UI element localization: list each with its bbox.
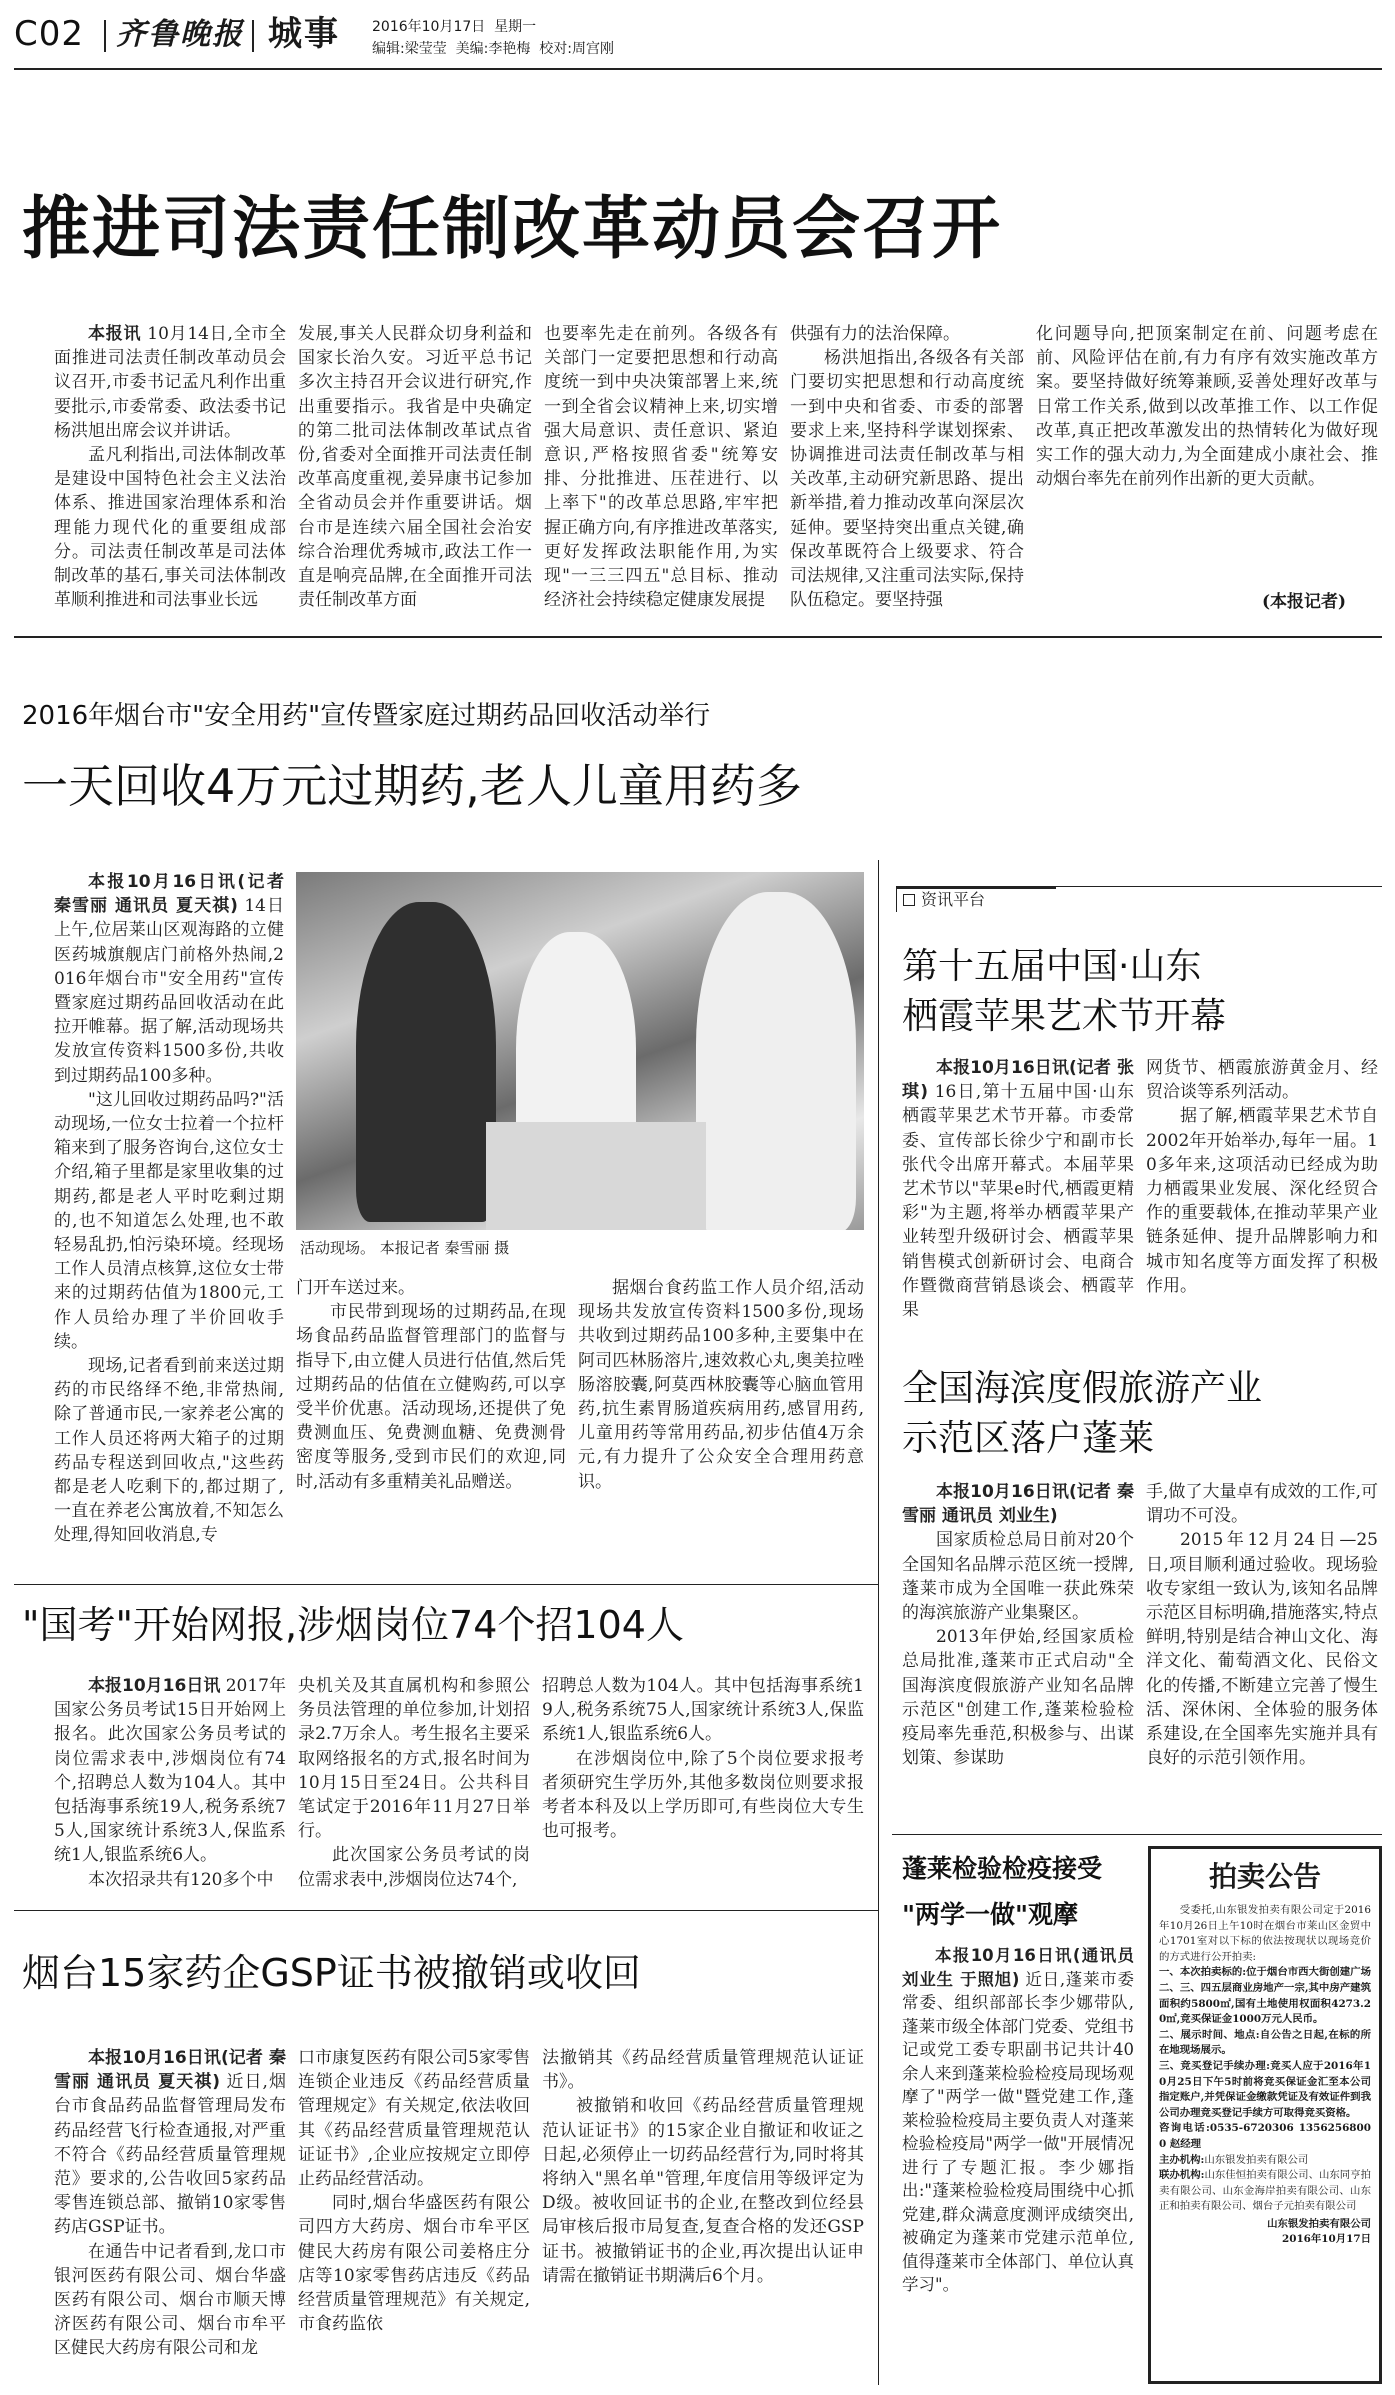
article6-text: 2013年伊始,经国家质检总局批准,蓬莱市正式启动"全国海滨度假旅游产业知名品牌示范区"创建工作,蓬莱检验检疫局率先垂范,积极参与、出谋划策、参谋助 [902, 1627, 1134, 1769]
article1-text: 10月14日,全市全面推进司法责任制改革动员会议召开,市委书记孟凡利作出重要批示,市委常委、政法委书记杨洪旭出席会议并讲话。 [54, 324, 286, 441]
article1-col4 [790, 322, 1024, 614]
article3-col3 [542, 1674, 864, 1892]
weekday-text: 星期一 [494, 19, 537, 35]
article5-col1 [902, 1056, 1134, 1416]
section-divider [14, 1910, 878, 1911]
article3-lead: 本报10月16日讯 [88, 1676, 221, 1696]
article7-col1 [902, 1944, 1134, 2380]
article3-col2 [298, 1674, 530, 1892]
page-number: C02 [14, 14, 85, 54]
section-divider [14, 1584, 878, 1585]
vertical-divider [878, 860, 879, 2385]
paper-logo: 齐鲁晚报 [116, 17, 244, 52]
headline-inspection-line1: 蓬莱检验检疫接受 [902, 1854, 1103, 1883]
article5-col2 [1146, 1056, 1378, 1416]
article4-text: 在通告中记者看到,龙口市银河医药有限公司、烟台华盛医药有限公司、烟台市顺天博济医药有限公司、烟台市牟平区健民大药房有限公司和龙 [54, 2241, 286, 2359]
article4-text: 近日,烟台市食品药品监督管理局发布药品经营飞行检查通报,对严重不符合《药品经营质量管理规范》要求的,公告收回5家药品零售连锁总部、撤销10家零售药店GSP证书。 [54, 2072, 286, 2238]
article6-lead: 本报10月16日讯(记者 秦雪丽 通讯员 刘业生) [902, 1482, 1134, 1527]
article5-text: 网货节、栖霞旅游黄金月、经贸洽谈等系列活动。 [1146, 1058, 1378, 1103]
auction-item-2: 二、展示时间、地点:自公告之日起,在标的所在地现场展示。 [1159, 2028, 1371, 2057]
auction-title: 拍卖公告 [1208, 1860, 1321, 1893]
article1-lead: 本报讯 [88, 324, 142, 344]
article1-byline: (本报记者) [1262, 592, 1347, 612]
article1-text: 杨洪旭指出,各级各有关部门要切实把思想和行动高度统一到中央和省委、市委的部署要求上来,坚持科学谋划探索、协调推进司法责任制改革与相关改革,主动研究新思路、提出新举措,着力推动改革向深层次延伸。要坚持突出重点关键,确保改革既符合上级要求、符合司法规律,又注重司法实际,保持队伍稳定。要坚持强 [790, 348, 1024, 611]
article3-text: 招聘总人数为104人。其中包括海事系统19人,税务系统75人,国家统计系统3人,保监系统1人,银监系统6人。 [542, 1676, 864, 1745]
article1-col3 [544, 322, 778, 614]
photo-caption: 活动现场。 本报记者 秦雪丽 摄 [300, 1239, 510, 1257]
article2-kicker: 2016年烟台市"安全用药"宣传暨家庭过期药品回收活动举行 [22, 701, 711, 731]
article4-text: 口市康复医药有限公司5家零售连锁企业违反《药品经营质量管理规定》有关规定,依法收回其《药品经营质量管理规范认证证书》,企业应按规定立即停止药品经营活动。 [298, 2048, 530, 2190]
article2-text: 14日上午,位居莱山区观海路的立健医药城旗舰店门前格外热闹,2016年烟台市"安全用药"宣传暨家庭过期药品回收活动在此拉开帷幕。据了解,活动现场共发放宣传资料1500多份,共收到过期药品100多种。 [54, 896, 284, 1086]
article4-text: 法撤销其《药品经营质量管理规范认证证书》。 [542, 2048, 864, 2093]
article1-text: 也要率先走在前列。各级各有关部门一定要把思想和行动高度统一到中央决策部署上来,统一到全省会议精神上来,切实增强大局意识、责任意识、紧迫意识,严格按照省委"统筹安排、分批推进、压茬进行、以上率下"的改革总思路,牢牢把握正确方向,有序推进改革落实,更好发挥政法职能作用,为实现"一三三四五"总目标、推动经济社会持续稳定健康发展提 [544, 324, 778, 611]
article2-text: 据烟台食药监工作人员介绍,活动现场共发放宣传资料1500多份,现场共收到过期药品100多种,主要集中在阿司匹林肠溶片,速效救心丸,奥美拉唑肠溶胶囊,阿莫西林胶囊等心脑血管用药,抗生素胃肠道疾病用药,感冒用药,儿童用药等常用药品,初步估值4万余元,有力提升了公众安全合理用药意识。 [578, 1278, 864, 1492]
article4-col1 [54, 2046, 286, 2366]
article6-text: 手,做了大量卓有成效的工作,可谓功不可没。 [1146, 1482, 1378, 1527]
article5-text: 据了解,栖霞苹果艺术节自2002年开始举办,每年一届。10多年来,这项活动已经成为助力栖霞果业发展、深化经贸合作的重要载体,在推动苹果产业链条延伸、提升品牌影响力和城市知名度等方面发挥了积极作用。 [1146, 1106, 1378, 1296]
article7-lead: 本报10月16日讯(通讯员 刘业生 于照旭) [902, 1946, 1134, 1989]
headline-coastal-tourism-line1: 全国海滨度假旅游产业 [902, 1368, 1263, 1409]
headline-coastal-tourism-line2: 示范区落户蓬莱 [902, 1418, 1155, 1459]
auction-co-label: 联办机构: [1159, 2169, 1205, 2182]
header-divider [104, 20, 106, 52]
designer-credit: 美编:李艳梅 [455, 41, 531, 57]
article4-text: 同时,烟台华盛医药有限公司四方大药房、烟台市牟平区健民大药房有限公司姜格庄分店等10家零售药店违反《药品经营质量管理规范》有关规定,市食药监依 [298, 2193, 530, 2335]
article1-col2 [298, 322, 532, 614]
article7-text: 近日,蓬莱市委常委、组织部部长李少娜带队,蓬莱市级全体部门党委、党组书记或党工委专职副书记共计40余人来到蓬莱检验检疫局现场观摩了"两学一做"暨党建工作,蓬莱检验检疫局主要负责人对蓬莱检验检疫局"两学一做"开展情况进行了专题汇报。李少娜指出:"蓬莱检验检疫局围绕中心抓党建,群众满意度测评成绩突出,被确定为蓬莱市党建示范单位,值得蓬莱市全体部门、单位认真学习"。 [902, 1969, 1134, 2294]
staff-credits [372, 40, 614, 58]
section-name: 城事 [268, 14, 340, 54]
issue-date [372, 18, 536, 36]
headline-expired-drugs: 一天回收4万元过期药,老人儿童用药多 [22, 759, 802, 813]
article5-lead: 本报10月16日讯(记者 张琪) [902, 1058, 1134, 1103]
auction-item-1: 一、本次拍卖标的:位于烟台市西大街创建广场二、三、四五层商业房地产一宗,其中房产建筑面积约5800㎡,国有土地使用权面积4273.20㎡,竞买保证金1000万元人民币。 [1159, 1966, 1371, 2026]
article2-col1 [54, 870, 284, 1570]
article1-col1 [54, 322, 286, 614]
article1-text: 供强有力的法治保障。 [790, 324, 960, 344]
article3-text: 本次招录共有120多个中 [88, 1869, 274, 1890]
square-icon [903, 894, 915, 906]
article4-lead: 本报10月16日讯(记者 秦雪丽 通讯员 夏天祺) [54, 2048, 286, 2093]
section-divider [892, 1834, 1382, 1835]
article6-text: 国家质检总局日前对20个全国知名品牌示范区统一授牌,蓬莱市成为全国唯一获此殊荣的海滨旅游产业集聚区。 [902, 1530, 1134, 1624]
article4-text: 被撤销和收回《药品经营质量管理规范认证证书》的15家企业自撤证和收证之日起,必须停止一切药品经营行为,同时将其将纳入"黑名单"管理,年度信用等级评定为D级。被收回证书的企业,在整改到位经县局审核后报市局复查,复查合格的发还GSP证书。被撤销证书的企业,再次提出认证申请需在撤销证书期满后6个月。 [542, 2096, 864, 2286]
article1-text: 孟凡利指出,司法体制改革是建设中国特色社会主义法治体系、推进国家治理体系和治理能力现代化的重要组成部分。司法责任制改革是司法体制改革的基石,事关司法体制改革顺利推进和司法事业长远 [54, 445, 286, 611]
article6-col2 [1146, 1480, 1378, 1824]
auction-notice [1148, 1846, 1382, 2384]
article3-text: 在涉烟岗位中,除了5个岗位要求报考者须研究生学历外,其他多数岗位则要求报考者本科及以上学历即可,有些岗位大专生也可报考。 [542, 1748, 864, 1842]
article6-col1 [902, 1480, 1134, 1824]
auction-co-hosts: 山东佳恒拍卖有限公司、山东同亨拍卖有限公司、山东金海岸拍卖有限公司、山东正和拍卖有限公司、烟台子元拍卖有限公司 [1159, 2169, 1371, 2213]
event-photo [296, 872, 864, 1230]
photo-boxes [486, 1122, 706, 1230]
article3-col1 [54, 1674, 286, 1892]
article3-text: 央机关及其直属机构和参照公务员法管理的单位参加,计划招录2.7万余人。考生报名主要采取网络报名的方式,报名时间为10月15日至24日。公共科目笔试定于2016年11月27日举行。 [298, 1676, 530, 1842]
article2-text: 门开车送过来。 [296, 1278, 415, 1298]
article3-text: 2017年国家公务员考试15日开始网上报名。此次国家公务员考试的岗位需求表中,涉烟岗位有74个,招聘总人数为104人。其中包括海事系统19人,税务系统75人,国家统计系统3人,保监系统1人,银监系统6人。 [54, 1676, 286, 1866]
article4-col3 [542, 2046, 864, 2366]
sidebar-tab [896, 886, 1056, 912]
article2-text: 现场,记者看到前来送过期药的市民络绎不绝,非常热闹,除了普通市民,一家养老公寓的工作人员还将两大箱子的过期药品专程送到回收点,"这些药都是老人吃剩下的,都过期了,一直在养老公寓放着,不知怎么处理,得知回收消息,专 [54, 1356, 284, 1546]
sidebar-label: 资讯平台 [921, 890, 986, 909]
article4-col2 [298, 2046, 530, 2366]
article2-col2 [296, 1276, 566, 1572]
article2-lead: 本报10月16日讯(记者 秦雪丽 通讯员 夏天祺) [54, 872, 284, 917]
headline-inspection-line2: "两学一做"观摩 [902, 1900, 1079, 1929]
headline-apple-festival-line2: 栖霞苹果艺术节开幕 [902, 996, 1227, 1037]
auction-intro: 受委托,山东银发拍卖有限公司定于2016年10月26日上午10时在烟台市莱山区金贸中心1701室对以下标的依法按现状以现场竞价的方式进行公开拍卖: [1159, 1904, 1371, 1963]
auction-host: 山东银发拍卖有限公司 [1204, 2153, 1309, 2166]
article2-col3 [578, 1276, 864, 1572]
photo-figure [696, 892, 856, 1230]
article2-text: 市民带到现场的过期药品,在现场食品药品监督管理部门的监督与指导下,由立健人员进行估值,然后凭过期药品的估值在立健购药,可以享受半价优惠。活动现场,还提供了免费测血压、免费测血糖、免费测骨密度等服务,受到市民们的欢迎,同时,活动有多重精美礼品赠送。 [296, 1302, 566, 1492]
date-text: 2016年10月17日 [372, 19, 486, 35]
auction-phone: 咨询电话:0535-6720306 13562568000 赵经理 [1159, 2122, 1371, 2150]
headline-apple-festival-line1: 第十五届中国·山东 [902, 946, 1202, 987]
article1-col5 [1036, 322, 1378, 590]
auction-sign-date: 2016年10月17日 [1281, 2233, 1371, 2246]
sidebar-rule [1056, 886, 1382, 887]
article2-text: "这儿回收过期药品吗?"活动现场,一位女士拉着一个拉杆箱来到了服务咨询台,这位女士介绍,箱子里都是家里收集的过期药,都是老人平时吃剩过期的,也不知道怎么处理,也不敢轻易乱扔,怕污染环境。经现场工作人员清点核算,这位女士带来的过期药估值为1800元,工作人员给办理了半价回收手续。 [54, 1089, 284, 1352]
article6-text: 2015年12月24日—25日,项目顺利通过验收。现场验收专家组一致认为,该知名品牌示范区目标明确,措施落实,特点鲜明,特别是结合神山文化、海洋文化、葡萄酒文化、民俗文化的传播,不断建立完善了慢生活、深休闲、全体验的服务体系建设,在全国率先实施并具有良好的示范引领作用。 [1146, 1530, 1378, 1769]
section-divider [14, 636, 1382, 638]
auction-signature: 山东银发拍卖有限公司 [1267, 2217, 1371, 2230]
article1-text: 发展,事关人民群众切身利益和国家长治久安。习近平总书记多次主持召开会议进行研究,作出重要指示。我省是中央确定的第二批司法体制改革试点省份,省委对全面推开司法责任制改革高度重视,姜异康书记参加全省动员会并作重要讲话。烟台市是连续六届全国社会治安综合治理优秀城市,政法工作一直是响亮品牌,在全面推开司法责任制改革方面 [298, 324, 532, 611]
article5-text: 16日,第十五届中国·山东栖霞苹果艺术节开幕。市委常委、宣传部长徐少宁和副市长张代令出席开幕式。本届苹果艺术节以"苹果e时代,栖霞更精彩"为主题,将举办栖霞苹果产业转型升级研讨会、栖霞苹果销售模式创新研讨会、电商合作暨微商营销恳谈会、栖霞苹果 [902, 1082, 1134, 1321]
headline-judicial-reform: 推进司法责任制改革动员会召开 [22, 190, 1003, 269]
auction-host-label: 主办机构: [1159, 2153, 1205, 2166]
article3-text: 此次国家公务员考试的岗位需求表中,涉烟岗位达74个, [298, 1845, 530, 1890]
header-rule [14, 68, 1382, 70]
header-divider [252, 20, 254, 52]
proofreader-credit: 校对:周宫刚 [539, 41, 614, 57]
headline-civil-service-exam: "国考"开始网报,涉烟岗位74个招104人 [22, 1603, 684, 1647]
editor-credit: 编辑:梁莹莹 [372, 41, 447, 57]
photo-figure [356, 902, 496, 1222]
article1-text: 化问题导向,把顶案制定在前、问题考虑在前、风险评估在前,有力有序有效实施改革方案。要坚持做好统筹兼顾,妥善处理好改革与日常工作关系,做到以改革推工作、以工作促改革,真正把改革激发出的热情转化为做好现实工作的强大动力,为全面建成小康社会、推动烟台率先在前列作出新的更大贡献。 [1036, 324, 1378, 490]
headline-gsp-certificates: 烟台15家药企GSP证书被撤销或收回 [22, 1951, 641, 1995]
auction-item-3: 三、竞买登记手续办理:竞买人应于2016年10月25日下午5时前将竞买保证金汇至本公司指定账户,并凭保证金缴款凭证及有效证件到我公司办理竞买登记手续方可取得竞买资格。 [1159, 2059, 1371, 2119]
